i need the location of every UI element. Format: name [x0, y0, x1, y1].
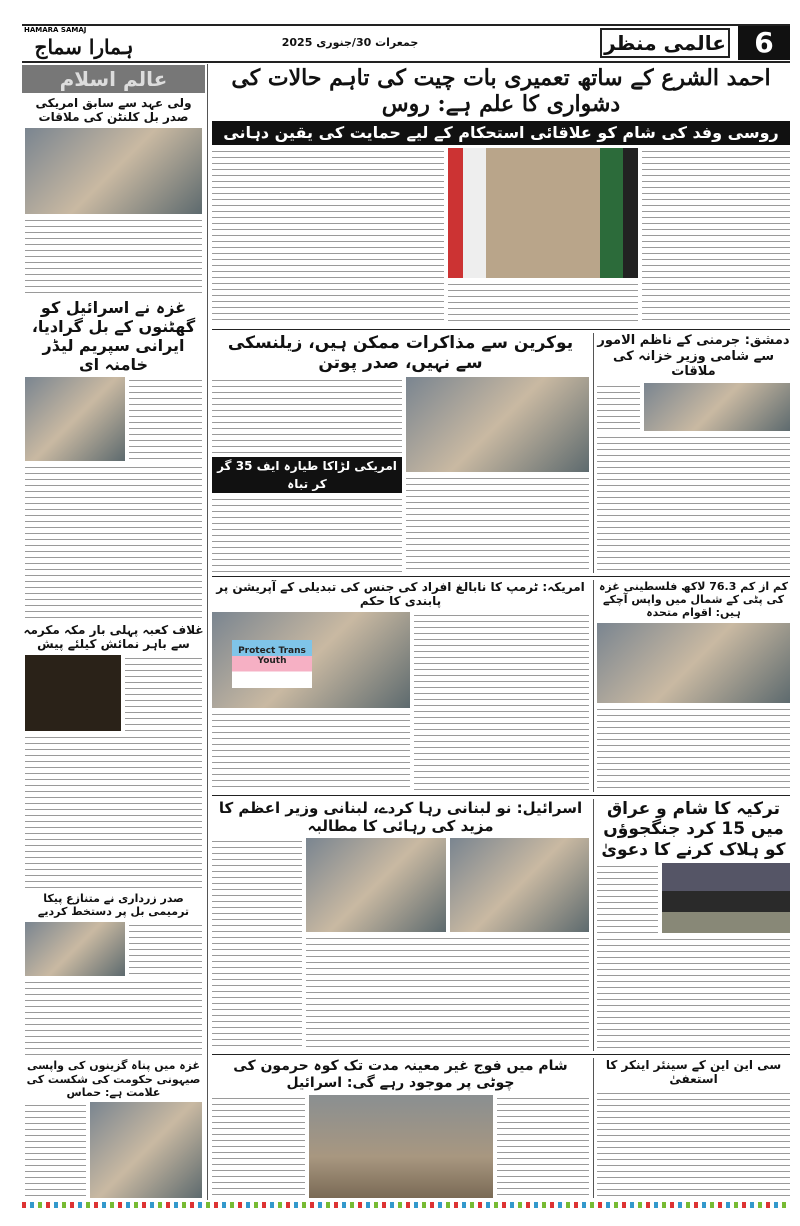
article-body: [129, 922, 202, 976]
photo-putin: [406, 377, 589, 472]
headline: غزہ نے اسرائیل کو گھٹنوں کے بل گرادیا، ایرانی سپریم لیڈر خامنہ ای: [31, 297, 196, 375]
article-body: [212, 838, 302, 1051]
article-body: [448, 281, 638, 325]
section-title: عالمی منظر: [600, 28, 730, 58]
headline: غلاف کعبہ پہلی بار مکہ مکرمہ سے باہر نمائش کیلئے پیش: [23, 622, 204, 652]
issue-date: جمعرات 30/جنوری 2025: [281, 36, 419, 49]
logo: ہمارا سماج: [34, 35, 134, 59]
article-body: [597, 863, 658, 933]
article-body: [406, 475, 589, 573]
article-body: [125, 655, 202, 731]
photo-hamas-official: [90, 1102, 202, 1198]
article-body: [212, 496, 402, 573]
protest-sign: Protect Trans Youth: [232, 640, 312, 688]
article-body: [25, 464, 202, 620]
article-body: [414, 612, 589, 792]
row-lebanon-turkey: [212, 795, 790, 1051]
lead-story: [212, 65, 790, 325]
main-area: [212, 65, 790, 1198]
headline-f35: امریکی لڑاکا طیارہ ایف 35 گر کر تباہ: [212, 457, 402, 493]
headline-damascus: دمشق: جرمنی کے ناظم الامور سے شامی وزیر خزانہ کی ملاقات: [597, 333, 790, 380]
headline-putin: یوکرین سے مذاکرات ممکن ہیں، زیلنسکی سے نہیں، صدر پوتن: [227, 333, 574, 374]
article-body: [642, 148, 790, 325]
header-top-rule: [22, 24, 790, 26]
row-putin-damascus: [212, 329, 790, 573]
headline-cnn: سی این این کے سینئر اینکر کا استعفیٰ: [605, 1058, 782, 1087]
page-number: 6: [738, 26, 790, 60]
photo-airstrike: [662, 863, 790, 933]
photo-lebanon: [306, 838, 446, 932]
article-body: [306, 935, 589, 1051]
logo-english: HAMARA SAMAJ: [24, 26, 87, 34]
header-bottom-rule: [22, 61, 790, 63]
headline-hermon: شام میں فوج غیر معینہ مدت تک کوہ حرمون کی چوٹی پر موجود رہے گی: اسرائیل: [233, 1058, 568, 1091]
photo-kaaba-cover: [25, 655, 121, 731]
headline-gaza-return: کم از کم 76.3 لاکھ فلسطینی غزہ کی پٹی کے شمال میں واپس آچکے ہیں: اقوام متحدہ: [598, 580, 789, 620]
article-body: [212, 1095, 305, 1198]
headline-turkey: ترکیہ کا شام و عراق میں 15 کرد جنگجوؤں کو ہلاک کرنے کا دعویٰ: [601, 799, 786, 860]
photo-russia-syria-meeting: [448, 148, 638, 278]
headline: غزہ میں پناہ گزینوں کی واپسی صیہونی حکومت کی شکست کی علامت ہے: حماس: [26, 1059, 201, 1099]
row-trump-gaza: [212, 576, 790, 792]
photo-khamenei: [25, 377, 125, 461]
headline: صدر زرداری نے متنازع پیکا ترمیمی بل پر دستخط کردیے: [37, 892, 190, 919]
column-divider: [207, 64, 208, 1200]
headline-lebanon: اسرائیل: نو لبنانی رہا کردے، لبنانی وزیر اعظم کا مزید کی رہائی کا مطالبہ: [218, 799, 583, 835]
footer-dot-strip: [22, 1202, 790, 1208]
photo-mount-hermon: [309, 1095, 493, 1198]
article-body: [597, 706, 790, 792]
article-body: [25, 1102, 86, 1198]
left-column: [22, 65, 205, 1198]
article-body: [497, 1095, 590, 1198]
photo-zardari: [25, 922, 125, 976]
article-body: [597, 936, 790, 1051]
article-body: [212, 711, 410, 792]
article-body: [212, 148, 444, 325]
article-body: [597, 383, 640, 431]
headline-trump: امریکہ: ٹرمپ کا نابالغ افراد کی جنس کی تبدیلی کے آپریشن پر پابندی کا حکم: [216, 580, 585, 609]
article-body: [597, 1090, 790, 1198]
article-body: [25, 734, 202, 890]
photo-gaza-returnees: [597, 623, 790, 703]
photo-protest: [212, 612, 410, 708]
article-body: [597, 434, 790, 573]
photo-meeting: [25, 128, 202, 214]
photo-damascus-meeting: [644, 383, 790, 431]
row-hermon-cnn: [212, 1054, 790, 1198]
lead-subheadline: روسی وفد کی شام کو علاقائی استحکام کے لیے حمایت کی یقین دہانی: [212, 121, 790, 145]
article-body: [129, 377, 202, 461]
article-body: [25, 217, 202, 295]
article-body: [212, 377, 402, 454]
photo-soldier: [450, 838, 590, 932]
article-body: [25, 979, 202, 1057]
lead-headline: احمد الشرع کے ساتھ تعمیری بات چیت کی تاہم حالات کی دشواری کا علم ہے: روس: [231, 65, 771, 118]
section-banner-alam-e-islam: عالم اسلام: [22, 65, 205, 93]
headline: ولی عہد سے سابق امریکی صدر بل کلنٹن کی ملاقات: [35, 96, 192, 125]
